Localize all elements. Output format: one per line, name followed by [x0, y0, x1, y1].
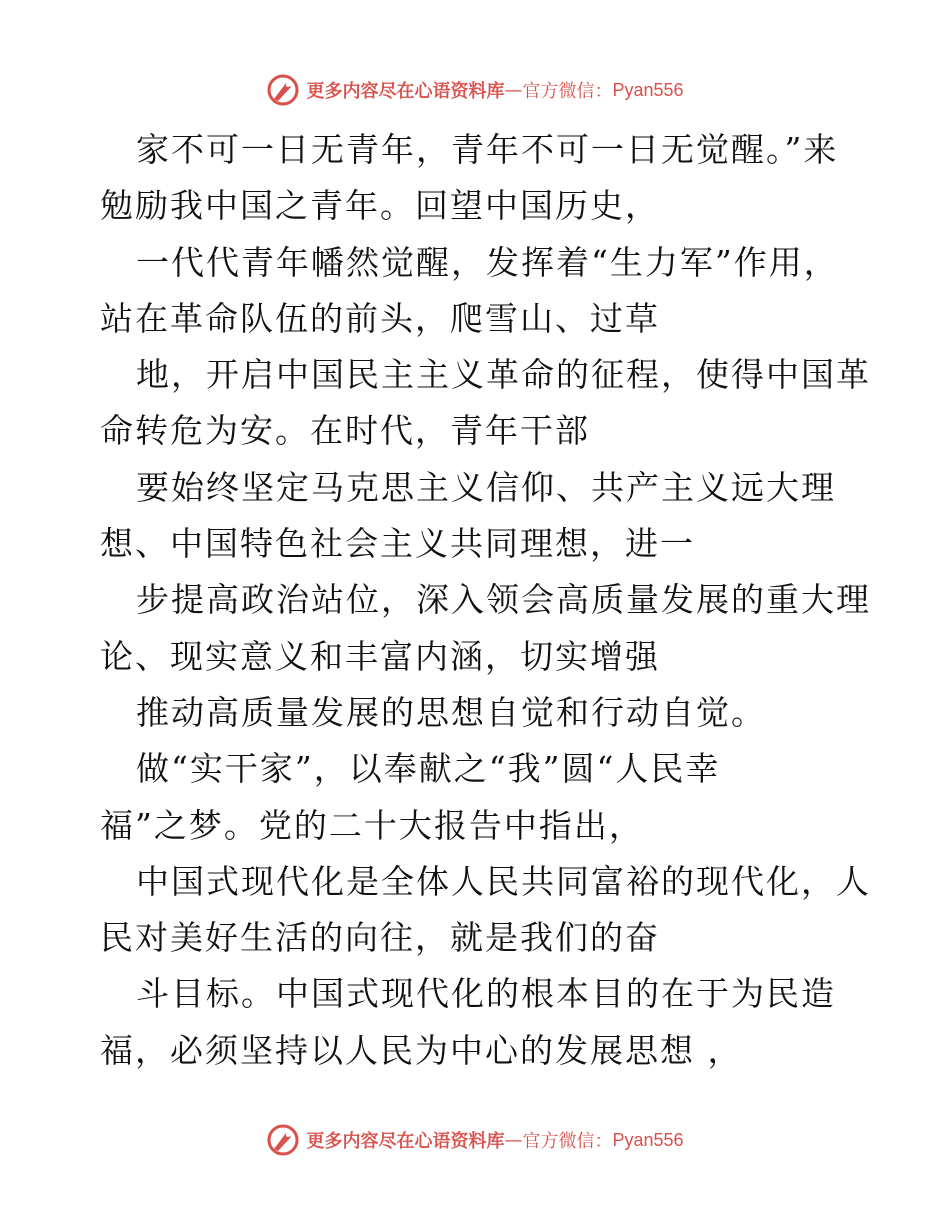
text-line: 命转危为安。在时代，青年干部: [100, 411, 590, 451]
text-line: 想、中国特色社会主义共同理想，进一: [100, 524, 695, 564]
banner-separator: —: [504, 1129, 523, 1151]
text-line: 福”之梦。党的二十大报告中指出，: [100, 805, 644, 845]
banner-title: 更多内容尽在心语资料库: [306, 1131, 505, 1152]
text-line: 斗目标。中国式现代化的根本目的在于为民造: [136, 974, 836, 1014]
body-text: [100, 122, 871, 1079]
text-line: 做“实干家”，以奉献之“我”圆“人民幸: [136, 749, 721, 789]
header-banner: [0, 70, 950, 110]
text-line: 论、现实意义和丰富内涵，切实增强: [100, 636, 660, 676]
pen-nib-logo-icon: [266, 1123, 300, 1157]
text-line: 站在革命队伍的前头，爬雪山、过草: [100, 298, 660, 338]
banner-separator: —: [504, 79, 523, 101]
banner-wechat-id: Pyan556: [612, 1129, 684, 1150]
text-line: 民对美好生活的向往，就是我们的奋: [100, 918, 660, 958]
text-line: 要始终坚定马克思主义信仰、共产主义远大理: [136, 467, 836, 507]
footer-banner: [0, 1120, 950, 1160]
text-line: 勉励我中国之青年。回望中国历史，: [100, 186, 660, 226]
banner-wechat-id: Pyan556: [612, 79, 684, 100]
banner-wechat-label: 官方微信：: [522, 1131, 613, 1152]
banner-title: 更多内容尽在心语资料库: [306, 81, 505, 102]
text-line: 一代代青年幡然觉醒，发挥着“生力军”作用，: [136, 242, 839, 282]
text-line: 地，开启中国民主主义革命的征程，使得中国革: [136, 355, 871, 395]
text-line: 福，必须坚持以人民为中心的发展思想 ，: [100, 1030, 743, 1070]
text-line: 推动高质量发展的思想自觉和行动自觉。: [136, 692, 766, 732]
text-line: 中国式现代化是全体人民共同富裕的现代化，人: [136, 861, 871, 901]
banner-wechat-label: 官方微信：: [522, 81, 613, 102]
pen-nib-logo-icon: [266, 73, 300, 107]
text-line: 家不可一日无青年，青年不可一日无觉醒。”来: [136, 130, 839, 169]
text-line: 步提高政治站位，深入领会高质量发展的重大理: [136, 580, 871, 620]
